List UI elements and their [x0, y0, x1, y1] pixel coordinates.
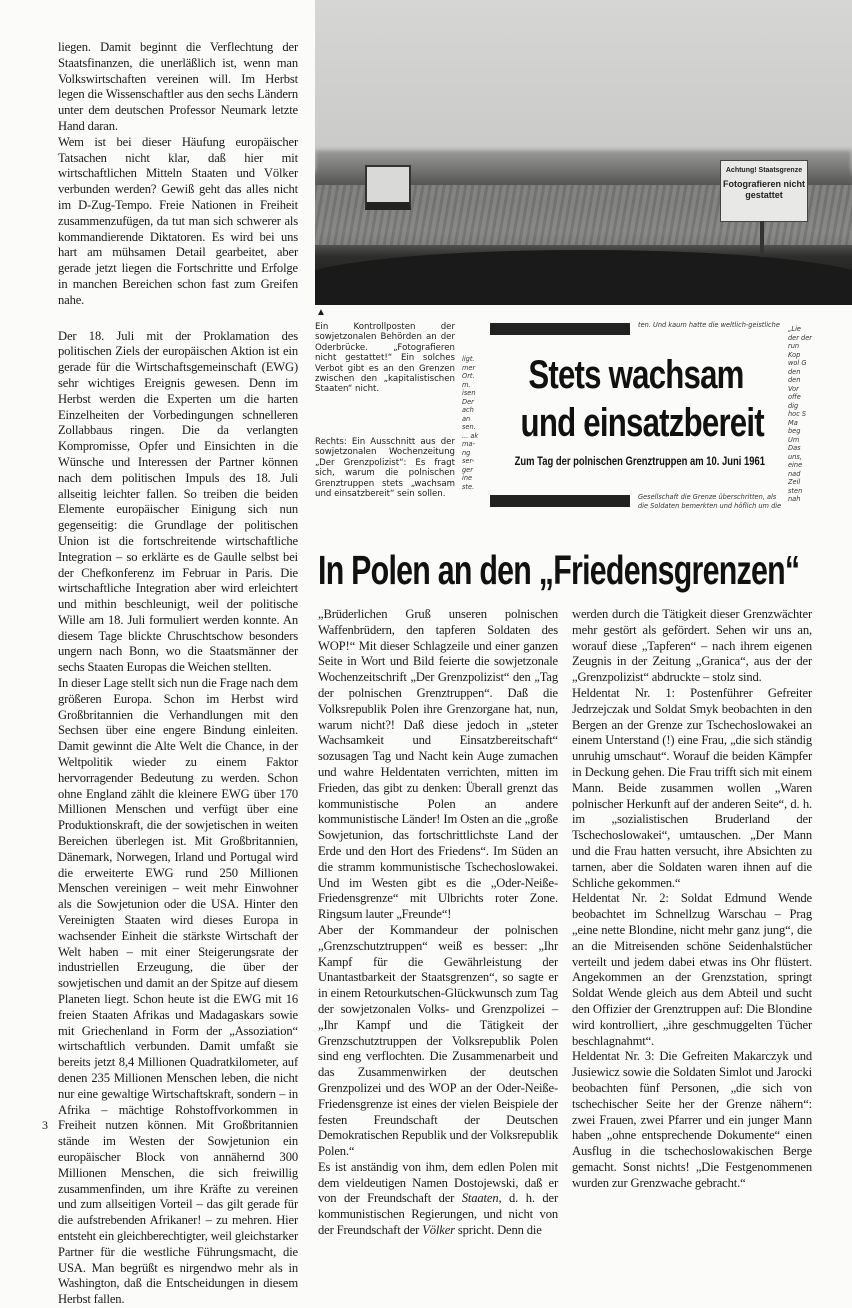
text: spricht. Denn die [454, 1223, 542, 1238]
paragraph: Der 18. Juli mit der Proklamation des politischen Ziels der europäischen Aktion ist ein gerade für die Wirtschaftsgemeinschaft (EWG) sehr wichtiges Ereignis gewesen. Denn im Herbst werden die Experten um die harten Einzelheiten der Vorbedingungen schnelleren Zollabbaus ringen. Die da verlangten Kompromisse, Opfer und Einsichten in die Wünsche und Interessen der Partner können nach dem politischen Impuls des 18. Juli allseitig leichter fallen. So treiben die beiden Elemente europäischer Einigung sich nun gegenseitig: die Grundlage der politischen Union ist die fortschreitende wirtschaftliche Integration – so erklärte es de Gaulle selbst bei der Chefkonferenz im Februar in Paris. Die wirtschaftliche Integration aber wird erleichtert und mithin beschleunigt, weil der politische Wille am 18. Juli formuliert werden konnte. An diesem Tage blickte Chruschtschow besonders ungern nach Bonn, wo die Staatsmänner der sechs Staaten Europas die Weichen stellten. [58, 328, 298, 675]
clipping-bottom-fragment: Gesellschaft die Grenze überschritten, als die Soldaten bemerkten und höflich um die [638, 493, 782, 510]
clipping-black-bar [490, 323, 630, 335]
clipping-headline-1: Stets wachsam [528, 353, 744, 397]
text: , d. h. der kommunistischen Regierungen, und nicht von der Freundschaft der [318, 1191, 558, 1238]
middle-column [318, 607, 558, 1239]
border-sign [720, 160, 808, 222]
left-column [58, 40, 298, 1308]
sign-line-1: Achtung! Staatsgrenze [725, 167, 803, 174]
paragraph: Wem ist bei dieser Häufung europäischer Tatsachen nicht klar, daß hier mit wirtschaftlichen Mitteln Staaten und Völker verbunden werden? Gewiß geht das alles nicht im D-Zug-Tempo. Freie Nationen in Freiheit zusammenzufügen, da tut man sich schwerer als kommandierende Diktatoren. Es wird bei uns hart am mühsamen Detail gearbeitet, aber gerade jetzt liegen die Fortschritte und Erfolge in manchen Bereichen schon fast zum Greifen nahe. [58, 134, 298, 307]
border-checkpoint-photo [315, 0, 852, 305]
paragraph: Heldentat Nr. 2: Soldat Edmund Wende beobachtet im Schnellzug Warschau – Prag „eine nette Blondine, nicht mehr ganz jung“, die an die Mitreisenden schöne Seidenhalstücher verteilt und jedem dabei etwas ins Ohr flüstert. Angekommen an der Grenzstation, springt Soldat Wende gleich aus dem Abteil und sucht den Offizier der Grenztruppen auf: Die Blondine wird kontrolliert, „ihre geschmuggelten Tücher beschlagnahmt“. [572, 891, 812, 1048]
clipping-subline: Zum Tag der polnischen Grenztruppen am 10. Juni 1961 [514, 456, 765, 468]
paragraph: liegen. Damit beginnt die Verflechtung der Staatsfinanzen, die unerläßlich ist, wenn man Volkswirtschaften vereinen will. Im Herbst legen die Wissenschaftler aus den sechs Ländern unter dem deutschen Professor Neumark letzte Hand daran. [58, 40, 298, 133]
clipping-caption: Rechts: Ein Ausschnitt aus der sowjetzonalen Wochenzeitung „Der Grenzpolizist“: Es fragt sich, warum die polnischen Grenztruppen stets „wachsam und einsatzbereit“ sein sollen. [315, 437, 455, 500]
emphasis: Völker [422, 1223, 455, 1238]
paragraph: In dieser Lage stellt sich nun die Frage nach dem größeren Europa. Schon im Herbst wird Großbritannien die Verhandlungen mit den Sechsen über eine engere Bindung einleiten. Damit gewinnt die Alte Welt die Chance, in der Weltpolitik wieder zu einem Faktor hervorragender Bedeutung zu werden. Schon ohne England zählt die kleinere EWG über 170 Millionen Menschen und verfügt über eine Produktionskraft, die der sowjetischen in weiten Bereichen überlegen ist. Mit Großbritannien, Dänemark, Norwegen, Irland und Portugal wird die erweiterte EWG rund 250 Millionen Menschen vereinigen – weit mehr Einwohner als die Sowjetunion oder die USA. Hinter den Vereinigten Staaten wird dieses Europa in wachsender Einheit die stärkste Wirtschaft der Welt haben – mit einer Steigerungsrate der industriellen Erzeugung, die über der sowjetischen und damit an der Spitze auf diesem Planeten liegt. Schon heute ist die EWG mit 16 freien Staaten Afrikas und Madagaskars sowie mit Griechenland in Form der „Assoziation“ wirtschaftlich verbunden. Damit umfaßt sie bereits jetzt 8,4 Millionen Quadratkilometer, auf denen 235 Millionen Menschen leben, die nicht nur eine gewaltige Wirtschaftskraft, sondern – in Afrika – mächtige Rohstoffvorkommen in Freiheit nutzen können. Mit Großbritannien stände im Westen der Sowjetunion ein europäischer Block von annähernd 300 Millionen Menschen, die sich freiwillig zusammenfinden, um ihre Kräfte zu vereinen und zum allseitigen Vorteil – das gilt gerade für die aufstrebenden Afrikaner! – zu mehren. Hier entsteht ein gleichberechtigter, weil gleichstarker Partner für die westliche Führungsmacht, die USA. Man begrüßt es nirgendwo mehr als in Washington, daß die Entscheidungen in diesem Herbst fallen. [58, 676, 298, 1307]
clipping-left-fragment: ligt. mer Ort. m. isen Der ach an sen. ... ak ma- ng ser- ger ine ste. [462, 355, 479, 491]
clipping-headline-2: und einsatzbereit [520, 401, 764, 445]
clipping-black-bar [490, 495, 630, 507]
paragraph: Heldentat Nr. 1: Postenführer Gefreiter Jedrzejczak und Soldat Smyk beobachten in den Bergen an der Grenze zur Tschechoslowakei an einem Unterstand (!) eine Frau, „die sich ständig unruhig umschaut“. Worauf die beiden Kämpfer in Deckung gehen. Die Frau trifft sich mit einem Mann. Beide zusammen wollen „Waren polnischer Herkunft auf der anderen Seite“, d. h. im „sozialistischen Bruderland der Tschechoslowakei“, umtauschen. „Der Mann und die Frau hatten versucht, ihre Absichten zu tarnen, aber die Soldaten waren ihnen auf die Schliche gekommen.“ [572, 685, 812, 890]
paragraph [318, 1160, 558, 1239]
clipping-top-fragment: ten. Und kaum hatte die weltlich-geistliche [638, 321, 780, 329]
newspaper-clipping [462, 315, 812, 525]
right-column [572, 607, 812, 1191]
truck [365, 165, 411, 210]
page-number: 3 [42, 1118, 48, 1132]
photo-caption: Ein Kontrollposten der sowjetzonalen Behörden an der Oderbrücke. „Fotografieren nicht gestattet!“ Ein solches Verbot gibt es an den Grenzen zwischen den „kapitalistischen Staaten“ nicht. [315, 322, 455, 395]
text: Es ist anständig von ihm, dem edlen Polen mit dem vieldeutigen Namen Dostojewski, daß er von der Freundschaft der [318, 1159, 558, 1206]
paragraph: Heldentat Nr. 3: Die Gefreiten Makarczyk und Jusiewicz sowie die Soldaten Simlot und Jarocki beobachten fünf Personen, „die sich von tschechischer Seite her der Grenze nähern“: zwei Frauen, zwei Pfarrer und ein junger Mann haben „ohne entsprechende Dokumente“ einen Ausflug in die tschechoslowakischen Berge gemacht. Sonst nichts! „Die Festgenommenen wurden zur Grenzwache gebracht.“ [572, 1049, 812, 1190]
arrow-up-icon: ▲ [316, 307, 326, 318]
sign-line-2: Fotografieren nicht gestattet [722, 179, 805, 200]
emphasis: Staaten [461, 1191, 499, 1206]
article-headline: In Polen an den „Friedensgrenzen“ [318, 547, 800, 593]
clipping-right-fragment: „Lie der der run Kop wol G den den Vor offe dig hoc S Ma beg Um Das uns, eine nad Zeil sten nah [788, 325, 813, 503]
paragraph: „Brüderlichen Gruß unseren polnischen Waffenbrüdern, den tapferen Soldaten des WOP!“ Mit dieser Schlagzeile und einer ganzen Seite in Wort und Bild feierte die sowjetzonale Wochenzeitschrift „Der Grenzpolizist“ den „Tag der polnischen Grenztruppen“. Daß die Volksrepublik Polen ihre Grenzorgane hat, nun, warum nicht?! Daß diese jedoch in „steter Wachsamkeit und Einsatzbereitschaft“ sozusagen Tag und Nacht kein Auge zumachen und wahre Heldentaten verrichten, mitten im Frieden, das gibt zu denken: Überall grenzt das kommunistische Polen an andere kommunistische Länder! Im Osten an die „große Sowjetunion, das fortschrittlichste Land der Erde und den Hort des Friedens“. Im Süden an die stramm kommunistische Tschechoslowakei. Und im Westen gibt es die „Oder-Neiße-Friedensgrenze“ mit Ulbrichts roter Zone. Ringsum lauter „Freunde“! [318, 607, 558, 922]
paragraph: Aber der Kommandeur der polnischen „Grenzschutztruppen“ weiß es besser: „Ihr Kampf für die Gewährleistung der Unantastbarkeit der Staatsgrenzen“, so sagte er in einem Retourkutschen-Glückwunsch zum Tag der sowjetzonalen Volks- und Grenzpolizei – „Ihr Kampf und die Tätigkeit der Grenzschutztruppen der Volksrepublik Polen sind eng verflochten. Die Zusammenarbeit und das Zusammenwirken der deutschen Grenzpolizei und des WOP an der Oder-Neiße-Friedensgrenze ist eines der vielen Beispiele der festen Freundschaft der Deutschen Demokratischen Republik und der Volksrepublik Polen.“ [318, 922, 558, 1159]
paragraph: werden durch die Tätigkeit dieser Grenzwächter mehr gestört als gefördert. Sehen wir uns an, worauf diese „Tapferen“ – nach ihrem eigenen Zeugnis in der Zeitung „Granica“, aus der der „Grenzpolizist“ abdruckte – stolz sind. [572, 607, 812, 685]
car-dashboard [315, 250, 852, 305]
